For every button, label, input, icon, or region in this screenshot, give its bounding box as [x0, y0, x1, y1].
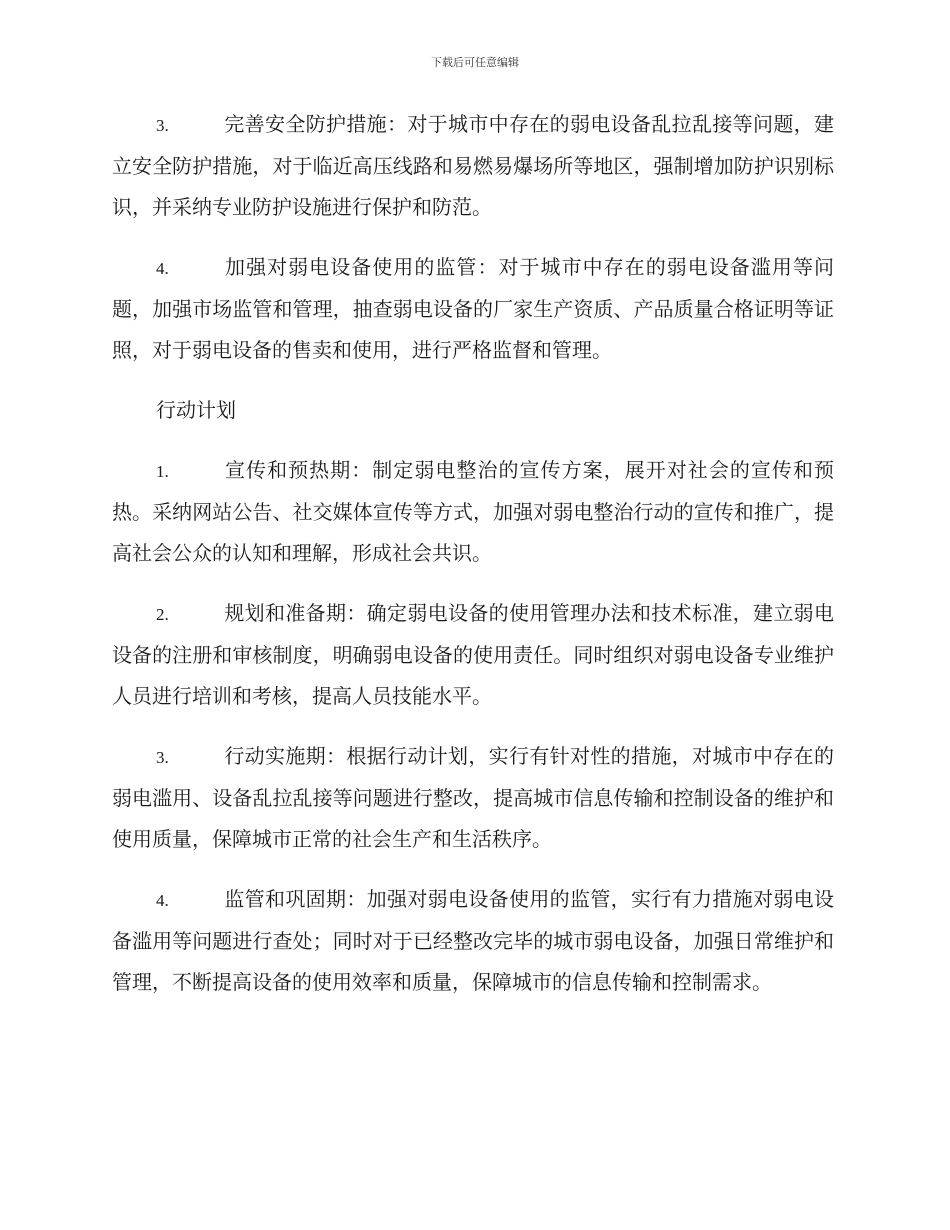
paragraph-text: 完善安全防护措施：对于城市中存在的弱电设备乱拉乱接等问题，建立安全防护措施，对于临近高压线路和易燃易爆场所等地区，强制增加防护识别标识，并采纳专业防护设施进行保护和防范。 — [112, 112, 834, 219]
paragraph-text: 宣传和预热期：制定弱电整治的宣传方案，展开对社会的宣传和预热。采纳网站公告、社交媒体宣传等方式，加强对弱电整治行动的宣传和推广，提高社会公众的认知和理解，形成社会共识。 — [112, 458, 834, 565]
paragraph-text: 监管和巩固期：加强对弱电设备使用的监管，实行有力措施对弱电设备滥用等问题进行查处；同时对于已经整改完毕的城市弱电设备，加强日常维护和管理，不断提高设备的使用效率和质量，保障城市的信息传输和控制需求。 — [112, 887, 834, 994]
paragraph-plan-4 — [112, 879, 834, 1003]
paragraph-number: 4. — [156, 259, 169, 278]
paragraph-number: 3. — [156, 748, 169, 767]
paragraph-measure-4 — [112, 247, 834, 371]
paragraph-number: 2. — [156, 605, 169, 624]
paragraph-number: 3. — [156, 116, 169, 135]
paragraph-plan-1 — [112, 450, 834, 574]
paragraph-number: 4. — [156, 891, 169, 910]
paragraph-plan-3 — [112, 736, 834, 860]
paragraph-number: 1. — [156, 462, 169, 481]
paragraph-measure-3 — [112, 104, 834, 228]
paragraph-text: 规划和准备期：确定弱电设备的使用管理办法和技术标准，建立弱电设备的注册和审核制度，明确弱电设备的使用责任。同时组织对弱电设备专业维护人员进行培训和考核，提高人员技能水平。 — [112, 601, 834, 708]
page-header-note: 下载后可任意编辑 — [431, 56, 519, 69]
paragraph-text: 加强对弱电设备使用的监管：对于城市中存在的弱电设备滥用等问题，加强市场监管和管理，抽查弱电设备的厂家生产资质、产品质量合格证明等证照，对于弱电设备的售卖和使用，进行严格监督和管理。 — [112, 255, 834, 362]
document-body — [112, 104, 834, 1022]
paragraph-text: 行动实施期：根据行动计划，实行有针对性的措施，对城市中存在的弱电滥用、设备乱拉乱接等问题进行整改，提高城市信息传输和控制设备的维护和使用质量，保障城市正常的社会生产和生活秩序。 — [112, 744, 834, 851]
section-heading-action-plan: 行动计划 — [156, 398, 236, 422]
paragraph-plan-2 — [112, 593, 834, 717]
